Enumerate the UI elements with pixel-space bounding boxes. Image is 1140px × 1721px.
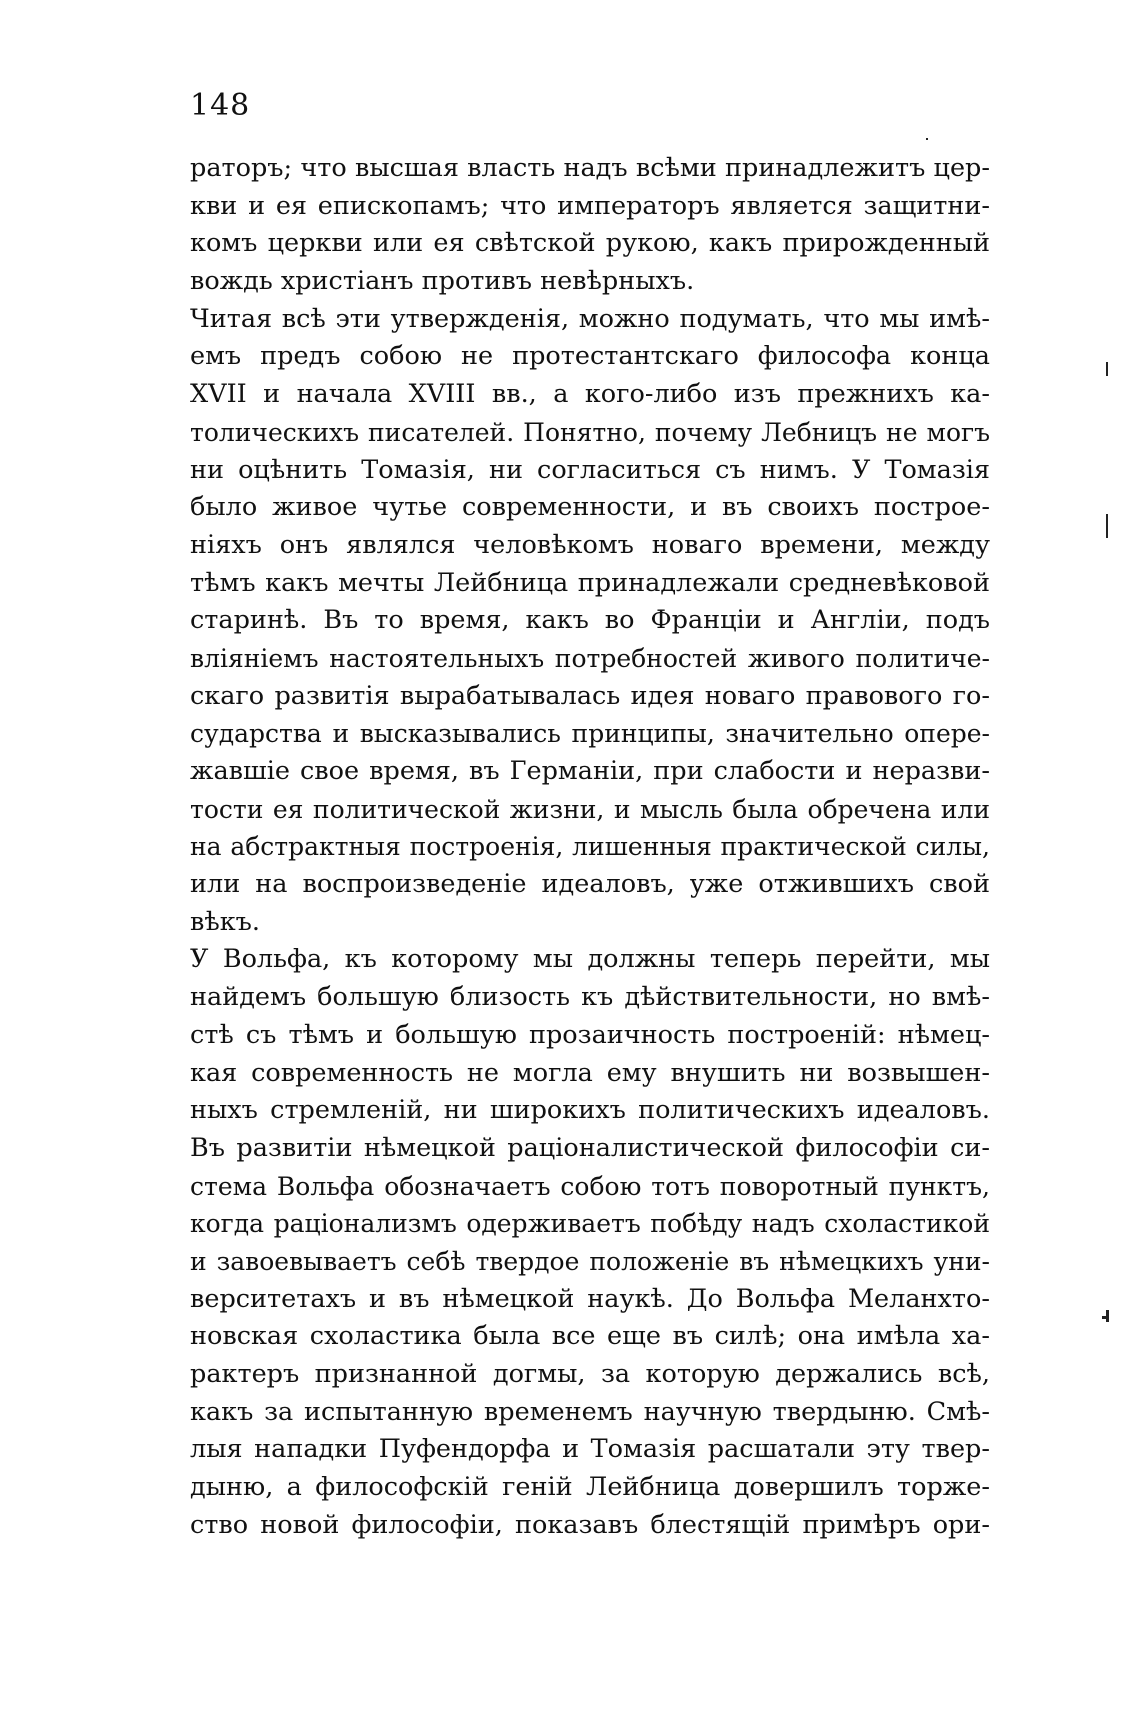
text-line: ніяхъ онъ являлся человѣкомъ новаго времени, между [190,529,990,560]
text-line: ни оцѣнить Томазія, ни согласиться съ нимъ. У Томазія [190,454,990,485]
text-line: вліяніемъ настоятельныхъ потребностей живого политиче- [190,643,990,673]
text-line: емъ предъ собою не протестантскаго философа конца [190,341,990,372]
page-number: 148 [190,88,251,123]
text-line: на абстрактныя построенія, лишенныя практической силы, [190,832,990,862]
text-line: раторъ; что высшая власть надъ всѣми принадлежитъ цер- [190,153,990,183]
text-line: скаго развитія вырабатывалась идея новаго правового го- [190,680,990,711]
text-line: вѣкъ. [190,906,261,937]
text-line: сударства и высказывались принципы, значительно опере- [190,719,990,749]
scan-speck [1106,362,1108,376]
text-line: жавшіе свое время, въ Германіи, при слабости и неразви- [190,756,990,786]
text-line: рактеръ признанной догмы, за которую держались всѣ, [190,1359,990,1389]
text-line: У Вольфа, къ которому мы должны теперь перейти, мы [190,944,990,975]
scan-speck [926,138,928,140]
text-line: найдемъ большую близость къ дѣйствительности, но вмѣ- [190,982,990,1013]
text-line: Въ развитіи нѣмецкой раціоналистической философіи си- [190,1132,990,1163]
scan-speck [1106,514,1108,538]
text-line: какъ за испытанную временемъ научную твердыню. Смѣ- [190,1396,990,1427]
text-line: или на воспроизведеніе идеаловъ, уже отжившихъ свой [190,869,990,900]
text-line: стѣ съ тѣмъ и большую прозаичность построеній: нѣмец- [190,1019,990,1050]
text-line: новская схоластика была все еще въ силѣ; она имѣла ха- [190,1321,990,1352]
text-line: тости ея политической жизни, и мысль была обречена или [190,794,990,824]
text-line: старинѣ. Въ то время, какъ во Франціи и Англіи, подъ [190,605,990,636]
text-line: вождь христіанъ противъ невѣрныхъ. [190,266,695,297]
scan-speck [1102,1316,1107,1319]
text-line: комъ церкви или ея свѣтской рукою, какъ прирожденный [190,228,990,259]
text-line: стема Вольфа обозначаетъ собою тотъ поворотный пунктъ, [190,1171,990,1201]
body-text [190,150,990,1544]
text-line: дыню, а философскій геній Лейбница довершилъ торже- [190,1472,990,1503]
text-line: ныхъ стремленій, ни широкихъ политическихъ идеаловъ. [190,1095,990,1126]
text-line: ство новой философіи, показавъ блестящій примѣръ ори- [190,1509,990,1540]
text-line: толическихъ писателей. Понятно, почему Лебницъ не могъ [190,417,990,447]
text-line: верситетахъ и въ нѣмецкой наукѣ. До Вольфа Меланхто- [190,1283,990,1314]
text-line: лыя нападки Пуфендорфа и Томазія расшатали эту твер- [190,1434,990,1465]
text-line: кви и ея епископамъ; что императоръ является защитни- [190,190,990,221]
text-line: было живое чутье современности, и въ своихъ построе- [190,492,990,523]
text-line: XVII и начала XVIII вв., а кого-либо изъ прежнихъ ка- [190,379,990,410]
text-line: и завоевываетъ себѣ твердое положеніе въ нѣмецкихъ уни- [190,1246,990,1276]
text-line: тѣмъ какъ мечты Лейбница принадлежали средневѣковой [190,567,990,598]
text-line: кая современность не могла ему внушить ни возвышен- [190,1057,990,1088]
text-line: когда раціонализмъ одерживаетъ побѣду надъ схоластикой [190,1209,990,1239]
text-line: Читая всѣ эти утвержденія, можно подумать, что мы имѣ- [190,303,990,334]
